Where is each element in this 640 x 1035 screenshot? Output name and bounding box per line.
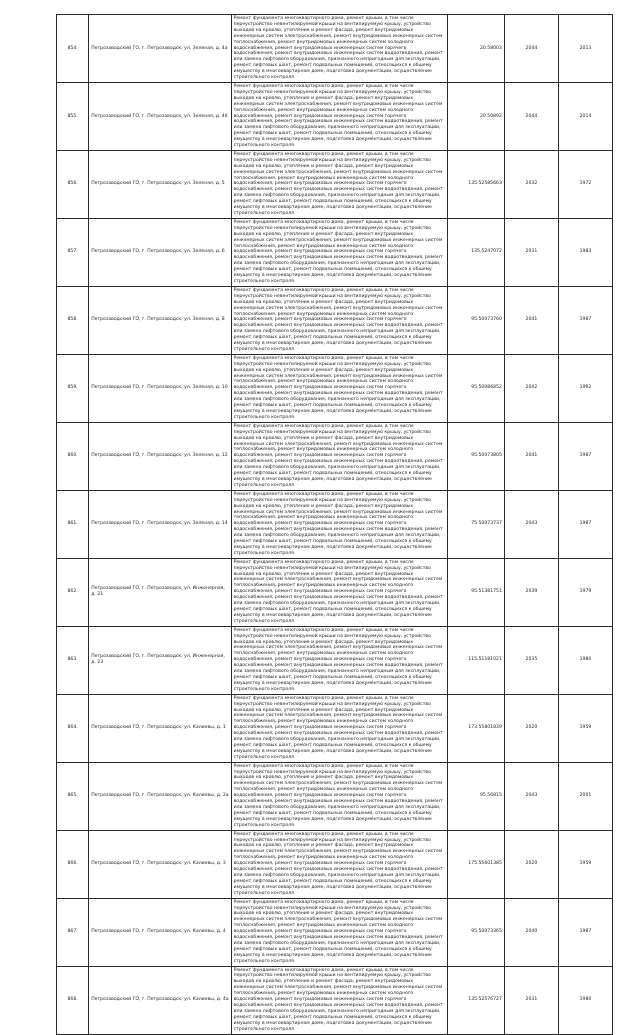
table-row: [57, 626, 613, 694]
row-number: 868.: [57, 966, 89, 1034]
row-number: 857.: [57, 218, 89, 286]
row-number: 861.: [57, 490, 89, 558]
works-cell: Ремонт фундамента многоквартирного дома, ремонт крыши, в том числе переустройство невентилируемой крыши на вентилируемую крышу, устройство выходов на кровлю, утепление и ремонт фасада, ремонт внутридомовых инженерных систем электроснабжения, ремонт внутридомовых инженерных систем теплоснабжения, ремонт внутридомовых инженерных систем холодного водоснабжения, ремонт внутридомовых инженерных систем горячего водоснабжения, ремонт внутридомовых инженерных систем водоотведения, ремонт или замена лифтового оборудования, признанного непригодным для эксплуатации, ремонт лифтовых шахт, ремонт подвальных помещений, относящихся к общему имуществу в многоквартирном доме, подготовка документации, осуществление строительного контроля: [231, 558, 447, 626]
row-number: 855.: [57, 82, 89, 150]
built-year-cell: 1987: [558, 286, 612, 354]
works-cell: Ремонт фундамента многоквартирного дома, ремонт крыши, в том числе переустройство невентилируемой крыши на вентилируемую крышу, устройство выходов на кровлю, утепление и ремонт фасада, ремонт внутридомовых инженерных систем электроснабжения, ремонт внутридомовых инженерных систем теплоснабжения, ремонт внутридомовых инженерных систем холодного водоснабжения, ремонт внутридомовых инженерных систем горячего водоснабжения, ремонт внутридомовых инженерных систем водоотведения, ремонт или замена лифтового оборудования, признанного непригодным для эксплуатации, ремонт лифтовых шахт, ремонт подвальных помещений, относящихся к общему имуществу в многоквартирном доме, подготовка документации, осуществление строительного контроля: [231, 354, 447, 422]
built-year-cell: 1959: [558, 694, 612, 762]
cost-cell: 173.55801839: [447, 694, 504, 762]
planned-year-cell: 2032: [504, 150, 558, 218]
built-year-cell: 1992: [558, 354, 612, 422]
capital-repair-table: [56, 14, 613, 1035]
planned-year-cell: 2020: [504, 694, 558, 762]
cost-cell: 115.51181021: [447, 626, 504, 694]
address-cell: Петрозаводский ГО, г. Петрозаводск, ул. Инженерная, д. 21: [89, 558, 231, 626]
address-cell: Петрозаводский ГО, г. Петрозаводск, ул. Зеленая, д. 4а: [89, 15, 231, 83]
works-cell: Ремонт фундамента многоквартирного дома, ремонт крыши, в том числе переустройство невентилируемой крыши на вентилируемую крышу, устройство выходов на кровлю, утепление и ремонт фасада, ремонт внутридомовых инженерных систем электроснабжения, ремонт внутридомовых инженерных систем теплоснабжения, ремонт внутридомовых инженерных систем холодного водоснабжения, ремонт внутридомовых инженерных систем горячего водоснабжения, ремонт внутридомовых инженерных систем водоотведения, ремонт или замена лифтового оборудования, признанного непригодным для эксплуатации, ремонт лифтовых шахт, ремонт подвальных помещений, относящихся к общему имуществу в многоквартирном доме, подготовка документации, осуществление строительного контроля: [231, 150, 447, 218]
built-year-cell: 1959: [558, 830, 612, 898]
cost-cell: 95.51381751: [447, 558, 504, 626]
cost-cell: 75.50073737: [447, 490, 504, 558]
built-year-cell: 1987: [558, 490, 612, 558]
row-number: 866.: [57, 830, 89, 898]
works-cell: Ремонт фундамента многоквартирного дома, ремонт крыши, в том числе переустройство невентилируемой крыши на вентилируемую крышу, устройство выходов на кровлю, утепление и ремонт фасада, ремонт внутридомовых инженерных систем электроснабжения, ремонт внутридомовых инженерных систем теплоснабжения, ремонт внутридомовых инженерных систем холодного водоснабжения, ремонт внутридомовых инженерных систем горячего водоснабжения, ремонт внутридомовых инженерных систем водоотведения, ремонт или замена лифтового оборудования, признанного непригодным для эксплуатации, ремонт лифтовых шахт, ремонт подвальных помещений, относящихся к общему имуществу в многоквартирном доме, подготовка документации, осуществление строительного контроля: [231, 218, 447, 286]
row-number: 862.: [57, 558, 89, 626]
cost-cell: 135.52585663: [447, 150, 504, 218]
table-row: [57, 558, 613, 626]
address-cell: Петрозаводский ГО, г. Петрозаводск, ул. Калиевы, д. 2а: [89, 762, 231, 830]
table-row: [57, 354, 613, 422]
address-cell: Петрозаводский ГО, г. Петрозаводск, ул. Калиевы, д. 1: [89, 694, 231, 762]
cost-cell: 175.55601385: [447, 830, 504, 898]
row-number: 856.: [57, 150, 89, 218]
planned-year-cell: 2035: [504, 626, 558, 694]
planned-year-cell: 2044: [504, 15, 558, 83]
planned-year-cell: 2041: [504, 286, 558, 354]
row-number: 865.: [57, 762, 89, 830]
table-row: [57, 82, 613, 150]
built-year-cell: 2013: [558, 15, 612, 83]
built-year-cell: 2001: [558, 762, 612, 830]
built-year-cell: 1980: [558, 626, 612, 694]
row-number: 854.: [57, 15, 89, 83]
row-number: 859.: [57, 354, 89, 422]
row-number: 860.: [57, 422, 89, 490]
works-cell: Ремонт фундамента многоквартирного дома, ремонт крыши, в том числе переустройство невентилируемой крыши на вентилируемую крышу, устройство выходов на кровлю, утепление и ремонт фасада, ремонт внутридомовых инженерных систем электроснабжения, ремонт внутридомовых инженерных систем теплоснабжения, ремонт внутридомовых инженерных систем холодного водоснабжения, ремонт внутридомовых инженерных систем горячего водоснабжения, ремонт внутридомовых инженерных систем водоотведения, ремонт или замена лифтового оборудования, признанного непригодным для эксплуатации, ремонт лифтовых шахт, ремонт подвальных помещений, относящихся к общему имуществу в многоквартирном доме, подготовка документации, осуществление строительного контроля: [231, 762, 447, 830]
works-cell: Ремонт фундамента многоквартирного дома, ремонт крыши, в том числе переустройство невентилируемой крыши на вентилируемую крышу, устройство выходов на кровлю, утепление и ремонт фасада, ремонт внутридомовых инженерных систем электроснабжения, ремонт внутридомовых инженерных систем теплоснабжения, ремонт внутридомовых инженерных систем холодного водоснабжения, ремонт внутридомовых инженерных систем горячего водоснабжения, ремонт внутридомовых инженерных систем водоотведения, ремонт или замена лифтового оборудования, признанного непригодным для эксплуатации, ремонт лифтовых шахт, ремонт подвальных помещений, относящихся к общему имуществу в многоквартирном доме, подготовка документации, осуществление строительного контроля: [231, 626, 447, 694]
table-body: [57, 15, 613, 1035]
table-row: [57, 762, 613, 830]
row-number: 867.: [57, 898, 89, 966]
works-cell: Ремонт фундамента многоквартирного дома, ремонт крыши, в том числе переустройство невентилируемой крыши на вентилируемую крышу, устройство выходов на кровлю, утепление и ремонт фасада, ремонт внутридомовых инженерных систем электроснабжения, ремонт внутридомовых инженерных систем теплоснабжения, ремонт внутридомовых инженерных систем холодного водоснабжения, ремонт внутридомовых инженерных систем горячего водоснабжения, ремонт внутридомовых инженерных систем водоотведения, ремонт или замена лифтового оборудования, признанного непригодным для эксплуатации, ремонт лифтовых шахт, ремонт подвальных помещений, относящихся к общему имуществу в многоквартирном доме, подготовка документации, осуществление строительного контроля: [231, 898, 447, 966]
works-cell: Ремонт фундамента многоквартирного дома, ремонт крыши, в том числе переустройство невентилируемой крыши на вентилируемую крышу, устройство выходов на кровлю, утепление и ремонт фасада, ремонт внутридомовых инженерных систем электроснабжения, ремонт внутридомовых инженерных систем теплоснабжения, ремонт внутридомовых инженерных систем холодного водоснабжения, ремонт внутридомовых инженерных систем горячего водоснабжения, ремонт внутридомовых инженерных систем водоотведения, ремонт или замена лифтового оборудования, признанного непригодным для эксплуатации, ремонт лифтовых шахт, ремонт подвальных помещений, относящихся к общему имуществу в многоквартирном доме, подготовка документации, осуществление строительного контроля: [231, 694, 447, 762]
table-row: [57, 218, 613, 286]
row-number: 863.: [57, 626, 89, 694]
address-cell: Петрозаводский ГО, г. Петрозаводск, ул. Зеленая, д. 5: [89, 150, 231, 218]
table-row: [57, 422, 613, 490]
planned-year-cell: 2043: [504, 762, 558, 830]
planned-year-cell: 2043: [504, 490, 558, 558]
planned-year-cell: 2031: [504, 966, 558, 1034]
address-cell: Петрозаводский ГО, г. Петрозаводск, ул. Зеленая, д. 4б: [89, 82, 231, 150]
table-row: [57, 898, 613, 966]
built-year-cell: 1987: [558, 422, 612, 490]
works-cell: Ремонт фундамента многоквартирного дома, ремонт крыши, в том числе переустройство невентилируемой крыши на вентилируемую крышу, устройство выходов на кровлю, утепление и ремонт фасада, ремонт внутридомовых инженерных систем электроснабжения, ремонт внутридомовых инженерных систем теплоснабжения, ремонт внутридомовых инженерных систем холодного водоснабжения, ремонт внутридомовых инженерных систем горячего водоснабжения, ремонт внутридомовых инженерных систем водоотведения, ремонт или замена лифтового оборудования, признанного непригодным для эксплуатации, ремонт лифтовых шахт, ремонт подвальных помещений, относящихся к общему имуществу в многоквартирном доме, подготовка документации, осуществление строительного контроля: [231, 490, 447, 558]
row-number: 864.: [57, 694, 89, 762]
planned-year-cell: 2031: [504, 218, 558, 286]
planned-year-cell: 2020: [504, 830, 558, 898]
row-number: 858.: [57, 286, 89, 354]
address-cell: Петрозаводский ГО, г. Петрозаводск, ул. Зеленая, д. 10: [89, 354, 231, 422]
table-row: [57, 830, 613, 898]
works-cell: Ремонт фундамента многоквартирного дома, ремонт крыши, в том числе переустройство невентилируемой крыши на вентилируемую крышу, устройство выходов на кровлю, утепление и ремонт фасада, ремонт внутридомовых инженерных систем электроснабжения, ремонт внутридомовых инженерных систем теплоснабжения, ремонт внутридомовых инженерных систем холодного водоснабжения, ремонт внутридомовых инженерных систем горячего водоснабжения, ремонт внутридомовых инженерных систем водоотведения, ремонт или замена лифтового оборудования, признанного непригодным для эксплуатации, ремонт лифтовых шахт, ремонт подвальных помещений, относящихся к общему имуществу в многоквартирном доме, подготовка документации, осуществление строительного контроля: [231, 966, 447, 1034]
built-year-cell: 1983: [558, 218, 612, 286]
works-cell: Ремонт фундамента многоквартирного дома, ремонт крыши, в том числе переустройство невентилируемой крыши на вентилируемую крышу, устройство выходов на кровлю, утепление и ремонт фасада, ремонт внутридомовых инженерных систем электроснабжения, ремонт внутридомовых инженерных систем теплоснабжения, ремонт внутридомовых инженерных систем холодного водоснабжения, ремонт внутридомовых инженерных систем горячего водоснабжения, ремонт внутридомовых инженерных систем водоотведения, ремонт или замена лифтового оборудования, признанного непригодным для эксплуатации, ремонт лифтовых шахт, ремонт подвальных помещений, относящихся к общему имуществу в многоквартирном доме, подготовка документации, осуществление строительного контроля: [231, 830, 447, 898]
address-cell: Петрозаводский ГО, г. Петрозаводск, ул. Калиевы, д. 3: [89, 830, 231, 898]
cost-cell: 95.50073365: [447, 898, 504, 966]
cost-cell: 95.50086852: [447, 354, 504, 422]
cost-cell: 20.50892: [447, 82, 504, 150]
address-cell: Петрозаводский ГО, г. Петрозаводск, ул. Зеленая, д. 12: [89, 422, 231, 490]
table-row: [57, 150, 613, 218]
table-row: [57, 966, 613, 1034]
cost-cell: 20.58003: [447, 15, 504, 83]
built-year-cell: 1972: [558, 150, 612, 218]
built-year-cell: 1987: [558, 898, 612, 966]
cost-cell: 95.50073805: [447, 422, 504, 490]
address-cell: Петрозаводский ГО, г. Петрозаводск, ул. Калиевы, д. 4а: [89, 966, 231, 1034]
built-year-cell: 1980: [558, 966, 612, 1034]
table-row: [57, 490, 613, 558]
cost-cell: 135.52576727: [447, 966, 504, 1034]
planned-year-cell: 2042: [504, 354, 558, 422]
table-row: [57, 694, 613, 762]
table-row: [57, 286, 613, 354]
planned-year-cell: 2040: [504, 898, 558, 966]
works-cell: Ремонт фундамента многоквартирного дома, ремонт крыши, в том числе переустройство невентилируемой крыши на вентилируемую крышу, устройство выходов на кровлю, утепление и ремонт фасада, ремонт внутридомовых инженерных систем электроснабжения, ремонт внутридомовых инженерных систем теплоснабжения, ремонт внутридомовых инженерных систем холодного водоснабжения, ремонт внутридомовых инженерных систем горячего водоснабжения, ремонт внутридомовых инженерных систем водоотведения, ремонт или замена лифтового оборудования, признанного непригодным для эксплуатации, ремонт лифтовых шахт, ремонт подвальных помещений, относящихся к общему имуществу в многоквартирном доме, подготовка документации, осуществление строительного контроля: [231, 286, 447, 354]
cost-cell: 95.50073760: [447, 286, 504, 354]
address-cell: Петрозаводский ГО, г. Петрозаводск, ул. Калиевы, д. 4: [89, 898, 231, 966]
works-cell: Ремонт фундамента многоквартирного дома, ремонт крыши, в том числе переустройство невентилируемой крыши на вентилируемую крышу, устройство выходов на кровлю, утепление и ремонт фасада, ремонт внутридомовых инженерных систем электроснабжения, ремонт внутридомовых инженерных систем теплоснабжения, ремонт внутридомовых инженерных систем холодного водоснабжения, ремонт внутридомовых инженерных систем горячего водоснабжения, ремонт внутридомовых инженерных систем водоотведения, ремонт или замена лифтового оборудования, признанного непригодным для эксплуатации, ремонт лифтовых шахт, ремонт подвальных помещений, относящихся к общему имуществу в многоквартирном доме, подготовка документации, осуществление строительного контроля: [231, 15, 447, 83]
address-cell: Петрозаводский ГО, г. Петрозаводск, ул. Зеленая, д. 6: [89, 218, 231, 286]
built-year-cell: 1979: [558, 558, 612, 626]
built-year-cell: 2014: [558, 82, 612, 150]
address-cell: Петрозаводский ГО, г. Петрозаводск, ул. Зеленая, д. 14: [89, 490, 231, 558]
address-cell: Петрозаводский ГО, г. Петрозаводск, ул. Зеленая, д. 8: [89, 286, 231, 354]
planned-year-cell: 2044: [504, 82, 558, 150]
works-cell: Ремонт фундамента многоквартирного дома, ремонт крыши, в том числе переустройство невентилируемой крыши на вентилируемую крышу, устройство выходов на кровлю, утепление и ремонт фасада, ремонт внутридомовых инженерных систем электроснабжения, ремонт внутридомовых инженерных систем теплоснабжения, ремонт внутридомовых инженерных систем холодного водоснабжения, ремонт внутридомовых инженерных систем горячего водоснабжения, ремонт внутридомовых инженерных систем водоотведения, ремонт или замена лифтового оборудования, признанного непригодным для эксплуатации, ремонт лифтовых шахт, ремонт подвальных помещений, относящихся к общему имуществу в многоквартирном доме, подготовка документации, осуществление строительного контроля: [231, 422, 447, 490]
address-cell: Петрозаводский ГО, г. Петрозаводск, ул. Инженерная, д. 23: [89, 626, 231, 694]
cost-cell: 95.56815: [447, 762, 504, 830]
planned-year-cell: 2039: [504, 558, 558, 626]
cost-cell: 135.5247072: [447, 218, 504, 286]
works-cell: Ремонт фундамента многоквартирного дома, ремонт крыши, в том числе переустройство невентилируемой крыши на вентилируемую крышу, устройство выходов на кровлю, утепление и ремонт фасада, ремонт внутридомовых инженерных систем электроснабжения, ремонт внутридомовых инженерных систем теплоснабжения, ремонт внутридомовых инженерных систем холодного водоснабжения, ремонт внутридомовых инженерных систем горячего водоснабжения, ремонт внутридомовых инженерных систем водоотведения, ремонт или замена лифтового оборудования, признанного непригодным для эксплуатации, ремонт лифтовых шахт, ремонт подвальных помещений, относящихся к общему имуществу в многоквартирном доме, подготовка документации, осуществление строительного контроля: [231, 82, 447, 150]
table-row: [57, 15, 613, 83]
planned-year-cell: 2041: [504, 422, 558, 490]
